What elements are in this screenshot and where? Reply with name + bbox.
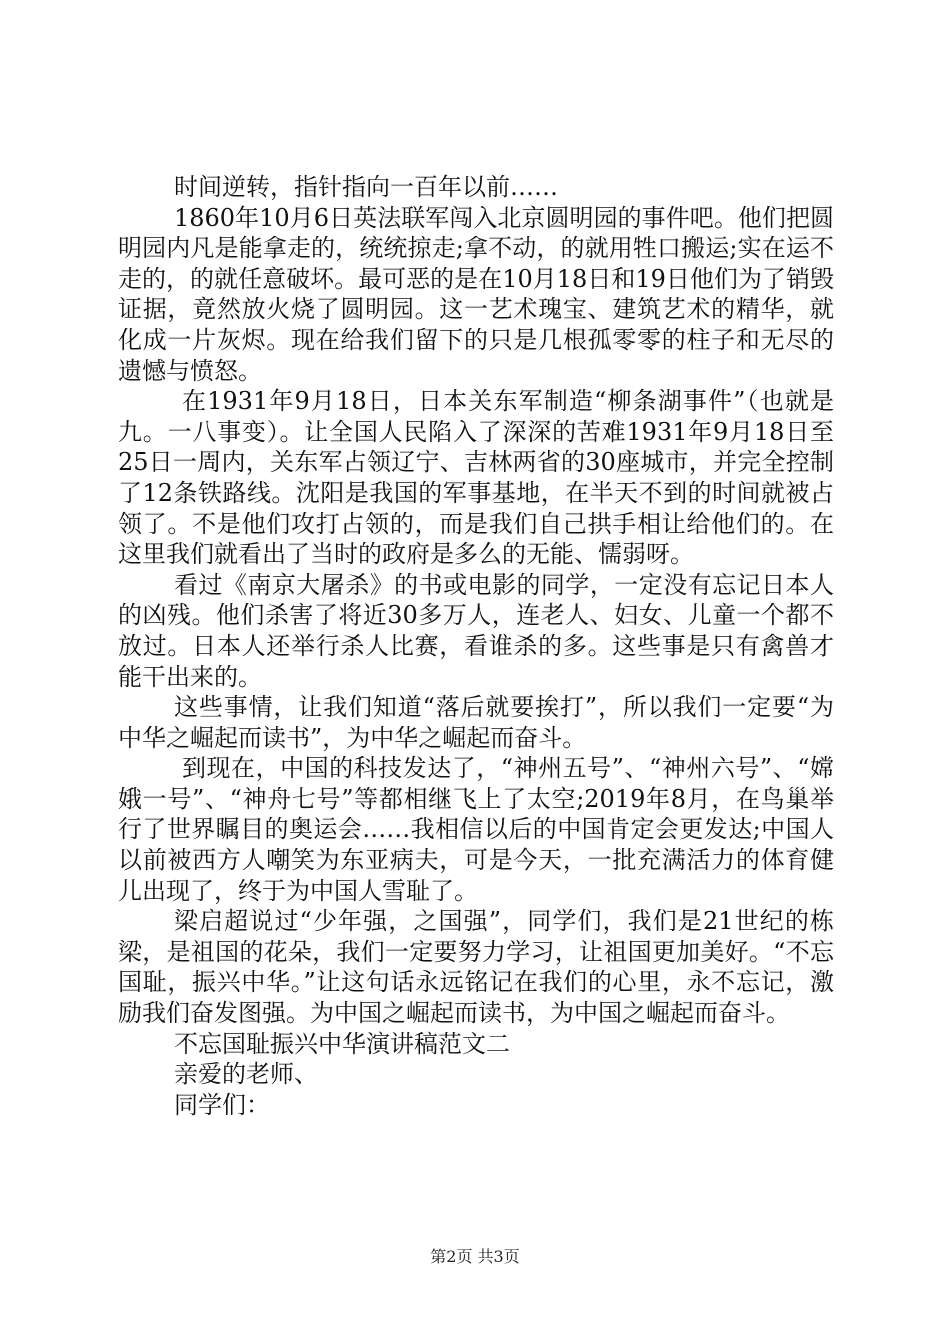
- paragraph-yuanmingyuan: 1860年10月6日英法联军闯入北京圆明园的事件吧。他们把圆明园内凡是能拿走的，统统掠走;拿不动，的就用牲口搬运;实在运不走的，的就任意破坏。最可恶的是在10月18日和19日他们为了销毁证据，竟然放火烧了圆明园。这一艺术瑰宝、建筑艺术的精华，就化成一片灰烬。现在给我们留下的只是几根孤零零的柱子和无尽的遗憾与愤怒。: [118, 203, 834, 385]
- salutation-students: 同学们：: [174, 1090, 270, 1119]
- paragraph-liang-qichao: 梁启超说过“少年强，之国强”，同学们，我们是21世纪的栋梁，是祖国的花朵，我们一定要努力学习，让祖国更加美好。“不忘国耻，振兴中华。”让这句话永远铭记在我们的心里，永不忘记，激励我们奋发图强。为中国之崛起而读书，为中国之崛起而奋斗。: [118, 907, 834, 1028]
- paragraph-today: 到现在，中国的科技发达了，“神州五号”、“神州六号”、“嫦娥一号”、“神舟七号”等都相继飞上了太空;2019年8月，在鸟巢举行了世界瞩目的奥运会……我相信以后的中国肯定会更发达;中国人以前被西方人嘲笑为东亚病夫，可是今天，一批充满活力的体育健儿出现了，终于为中国人雪耻了。: [118, 754, 834, 905]
- paragraph-intro: 时间逆转，指针指向一百年以前……: [174, 173, 558, 201]
- section-title: 不忘国耻振兴中华演讲稿范文二: [174, 1029, 510, 1058]
- document-body: [118, 172, 834, 1120]
- salutation-teachers: 亲爱的老师、: [174, 1060, 318, 1089]
- paragraph-lesson: 这些事情，让我们知道“落后就要挨打”，所以我们一定要“为中华之崛起而读书”，为中华之崛起而奋斗。: [118, 693, 834, 752]
- paragraph-918-incident: 在1931年9月18日，日本关东军制造“柳条湖事件”（也就是九。一八事变）。让全国人民陷入了深深的苦难1931年9月18日至25日一周内，关东军占领辽宁、吉林两省的30座城市，并完全控制了12条铁路线。沈阳是我国的军事基地，在半天不到的时间就被占领了。不是他们攻打占领的，而是我们自己拱手相让给他们的。在这里我们就看出了当时的政府是多么的无能、懦弱呀。: [118, 387, 834, 569]
- paragraph-nanjing: 看过《南京大屠杀》的书或电影的同学，一定没有忘记日本人的凶残。他们杀害了将近30多万人，连老人、妇女、儿童一个都不放过。日本人还举行杀人比赛，看谁杀的多。这些事是只有禽兽才能干出来的。: [118, 570, 834, 691]
- page-number: 第2页 共3页: [430, 1247, 520, 1266]
